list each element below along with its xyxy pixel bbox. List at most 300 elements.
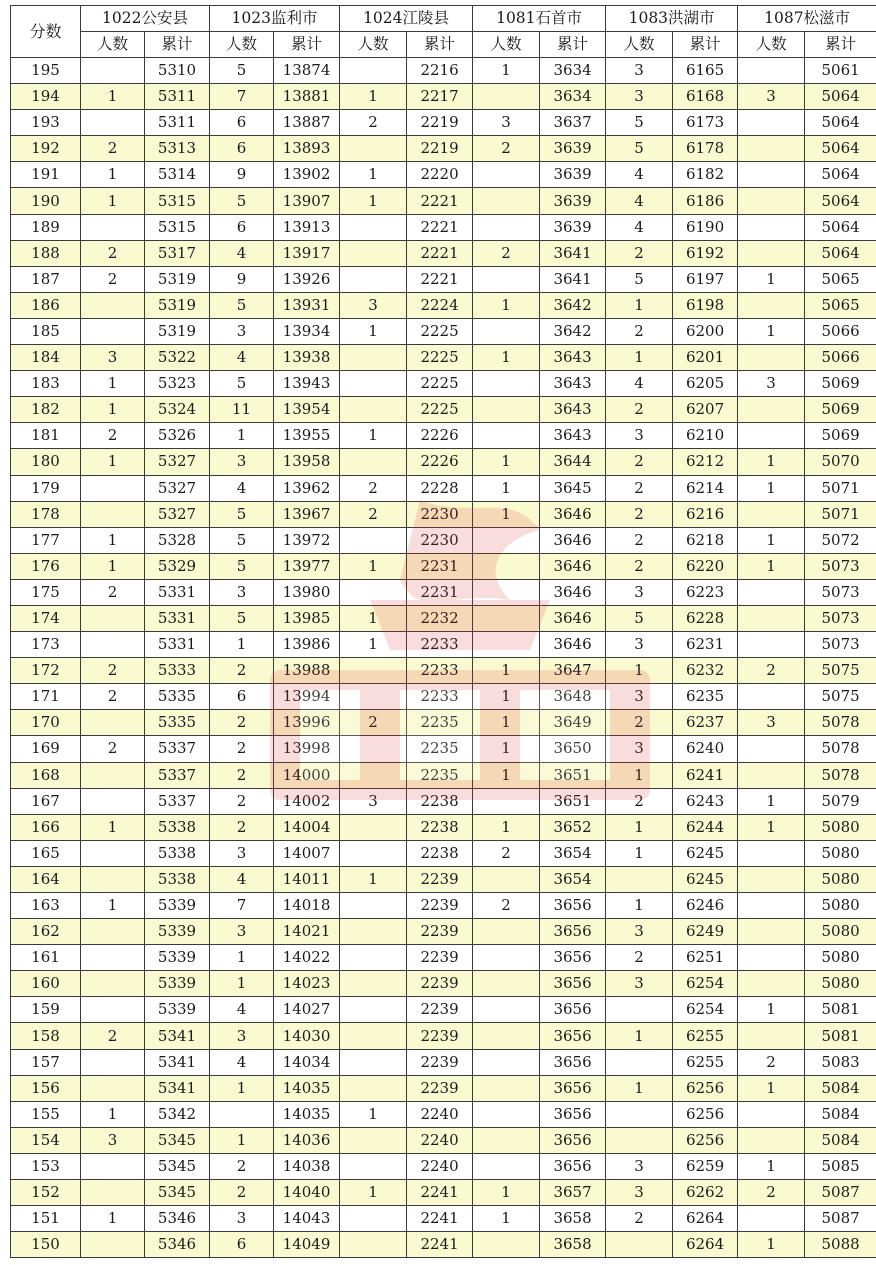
table-row	[11, 527, 876, 553]
count-cell: 1	[738, 814, 805, 840]
count-cell	[473, 1075, 540, 1101]
score-cell: 195	[11, 58, 81, 84]
cumulative-cell: 3648	[540, 684, 606, 710]
count-cell	[738, 110, 805, 136]
cumulative-cell: 5310	[145, 58, 210, 84]
cumulative-cell: 5066	[805, 345, 876, 371]
cumulative-cell: 6231	[673, 632, 738, 658]
count-cell: 2	[606, 397, 673, 423]
count-cell: 4	[210, 866, 274, 892]
cumulative-cell: 14011	[274, 866, 340, 892]
count-cell: 1	[473, 501, 540, 527]
cumulative-cell: 5084	[805, 1127, 876, 1153]
count-cell	[738, 893, 805, 919]
cumulative-cell: 2233	[407, 632, 473, 658]
score-cell: 193	[11, 110, 81, 136]
count-cell	[738, 423, 805, 449]
cumulative-cell: 3642	[540, 318, 606, 344]
cumulative-cell: 5087	[805, 1206, 876, 1232]
score-cell: 153	[11, 1153, 81, 1179]
cumulative-cell: 6223	[673, 579, 738, 605]
count-cell	[81, 318, 145, 344]
cumulative-cell: 2239	[407, 919, 473, 945]
cumulative-cell: 5341	[145, 1049, 210, 1075]
cumulative-cell: 13958	[274, 449, 340, 475]
score-cell: 187	[11, 266, 81, 292]
cumulative-cell: 5073	[805, 632, 876, 658]
cumulative-cell: 3651	[540, 762, 606, 788]
count-cell	[473, 527, 540, 553]
table-row	[11, 136, 876, 162]
cumulative-cell: 5080	[805, 893, 876, 919]
count-header: 人数	[340, 32, 407, 58]
count-cell: 6	[210, 110, 274, 136]
cumulative-cell: 5080	[805, 919, 876, 945]
cumulative-cell: 13926	[274, 266, 340, 292]
count-cell	[473, 1153, 540, 1179]
score-cell: 163	[11, 893, 81, 919]
count-cell: 1	[606, 893, 673, 919]
cumulative-cell: 3656	[540, 1023, 606, 1049]
count-cell	[340, 919, 407, 945]
cumulative-cell: 13954	[274, 397, 340, 423]
count-cell	[738, 58, 805, 84]
table-row	[11, 84, 876, 110]
count-cell: 3	[81, 345, 145, 371]
cumulative-cell: 13917	[274, 240, 340, 266]
cumulative-cell: 5339	[145, 971, 210, 997]
cumulative-cell: 2241	[407, 1206, 473, 1232]
cumulative-cell: 2240	[407, 1101, 473, 1127]
score-cell: 194	[11, 84, 81, 110]
cumulative-cell: 6201	[673, 345, 738, 371]
count-cell: 3	[210, 318, 274, 344]
cumulative-cell: 6218	[673, 527, 738, 553]
count-cell: 2	[473, 136, 540, 162]
score-cell: 174	[11, 605, 81, 631]
cumulative-cell: 6264	[673, 1232, 738, 1258]
count-cell	[606, 1101, 673, 1127]
count-cell: 3	[81, 1127, 145, 1153]
cumulative-cell: 5327	[145, 475, 210, 501]
district-header: 1083洪湖市	[606, 6, 738, 32]
count-cell: 1	[738, 475, 805, 501]
cumulative-cell: 5339	[145, 893, 210, 919]
cumulative-cell: 2233	[407, 684, 473, 710]
cumulative-cell: 5331	[145, 632, 210, 658]
score-cell: 184	[11, 345, 81, 371]
count-cell: 3	[606, 632, 673, 658]
count-cell	[210, 1101, 274, 1127]
cumulative-cell: 6235	[673, 684, 738, 710]
cumulative-cell: 5322	[145, 345, 210, 371]
count-cell	[81, 971, 145, 997]
count-cell	[473, 632, 540, 658]
cumulative-cell: 5066	[805, 318, 876, 344]
cumulative-cell: 6254	[673, 997, 738, 1023]
cumulative-cell: 5071	[805, 475, 876, 501]
count-cell	[738, 919, 805, 945]
count-cell: 3	[738, 84, 805, 110]
count-cell: 4	[210, 240, 274, 266]
cumulative-cell: 2226	[407, 449, 473, 475]
cumulative-cell: 13874	[274, 58, 340, 84]
cumulative-cell: 2239	[407, 997, 473, 1023]
table-row	[11, 423, 876, 449]
cumulative-cell: 13907	[274, 188, 340, 214]
count-cell: 5	[606, 110, 673, 136]
cumulative-cell: 14004	[274, 814, 340, 840]
count-cell: 1	[606, 292, 673, 318]
table-row	[11, 214, 876, 240]
count-cell	[340, 136, 407, 162]
cumulative-cell: 2232	[407, 605, 473, 631]
count-cell	[738, 762, 805, 788]
score-cell: 169	[11, 736, 81, 762]
cumulative-cell: 3646	[540, 632, 606, 658]
table-row	[11, 579, 876, 605]
cumulative-header: 累计	[145, 32, 210, 58]
cumulative-cell: 14002	[274, 788, 340, 814]
cumulative-cell: 13934	[274, 318, 340, 344]
cumulative-header: 累计	[805, 32, 876, 58]
cumulative-cell: 2231	[407, 579, 473, 605]
count-cell	[340, 1206, 407, 1232]
cumulative-cell: 2224	[407, 292, 473, 318]
cumulative-cell: 6232	[673, 658, 738, 684]
cumulative-cell: 5078	[805, 710, 876, 736]
score-cell: 166	[11, 814, 81, 840]
count-cell: 3	[606, 1153, 673, 1179]
count-cell: 1	[340, 318, 407, 344]
count-cell	[340, 1049, 407, 1075]
cumulative-cell: 13955	[274, 423, 340, 449]
cumulative-cell: 3656	[540, 1153, 606, 1179]
count-cell	[81, 866, 145, 892]
cumulative-cell: 2219	[407, 110, 473, 136]
count-cell	[340, 371, 407, 397]
cumulative-cell: 5075	[805, 658, 876, 684]
cumulative-cell: 2239	[407, 866, 473, 892]
table-row	[11, 475, 876, 501]
score-table-container	[10, 5, 866, 1258]
count-cell	[473, 371, 540, 397]
cumulative-cell: 5338	[145, 840, 210, 866]
cumulative-cell: 2241	[407, 1180, 473, 1206]
count-cell: 1	[606, 1075, 673, 1101]
count-cell	[473, 788, 540, 814]
count-cell: 1	[606, 1023, 673, 1049]
cumulative-cell: 5311	[145, 110, 210, 136]
count-cell	[340, 658, 407, 684]
cumulative-cell: 6228	[673, 605, 738, 631]
count-cell: 3	[738, 710, 805, 736]
count-cell	[81, 762, 145, 788]
count-cell: 5	[210, 527, 274, 553]
cumulative-cell: 3643	[540, 371, 606, 397]
count-cell	[340, 397, 407, 423]
count-cell	[473, 162, 540, 188]
cumulative-cell: 3652	[540, 814, 606, 840]
count-cell: 6	[210, 214, 274, 240]
count-cell: 5	[210, 501, 274, 527]
cumulative-cell: 6212	[673, 449, 738, 475]
count-cell: 5	[210, 188, 274, 214]
count-cell	[738, 579, 805, 605]
cumulative-cell: 5088	[805, 1232, 876, 1258]
cumulative-cell: 3650	[540, 736, 606, 762]
count-cell: 2	[606, 710, 673, 736]
count-cell: 4	[606, 214, 673, 240]
count-cell	[473, 1049, 540, 1075]
count-cell	[340, 997, 407, 1023]
cumulative-cell: 2231	[407, 553, 473, 579]
count-cell	[473, 397, 540, 423]
count-cell: 1	[738, 318, 805, 344]
cumulative-cell: 5346	[145, 1206, 210, 1232]
count-cell: 2	[81, 423, 145, 449]
cumulative-cell: 5319	[145, 318, 210, 344]
count-cell: 1	[738, 449, 805, 475]
cumulative-cell: 5337	[145, 762, 210, 788]
cumulative-cell: 5085	[805, 1153, 876, 1179]
cumulative-cell: 14007	[274, 840, 340, 866]
count-cell	[340, 449, 407, 475]
cumulative-cell: 5339	[145, 997, 210, 1023]
cumulative-cell: 6192	[673, 240, 738, 266]
cumulative-cell: 2239	[407, 1075, 473, 1101]
cumulative-cell: 5080	[805, 840, 876, 866]
cumulative-cell: 3647	[540, 658, 606, 684]
cumulative-cell: 5064	[805, 162, 876, 188]
count-cell: 1	[340, 605, 407, 631]
count-cell	[340, 1127, 407, 1153]
cumulative-header: 累计	[407, 32, 473, 58]
cumulative-cell: 3656	[540, 1101, 606, 1127]
count-cell: 4	[606, 162, 673, 188]
count-cell: 2	[81, 579, 145, 605]
cumulative-cell: 6178	[673, 136, 738, 162]
cumulative-cell: 5341	[145, 1023, 210, 1049]
cumulative-cell: 14000	[274, 762, 340, 788]
count-cell	[81, 475, 145, 501]
cumulative-cell: 6173	[673, 110, 738, 136]
count-cell	[340, 684, 407, 710]
count-cell: 2	[210, 1153, 274, 1179]
cumulative-cell: 3646	[540, 501, 606, 527]
count-cell: 2	[606, 553, 673, 579]
count-cell: 9	[210, 162, 274, 188]
count-cell	[473, 1101, 540, 1127]
count-cell	[340, 1075, 407, 1101]
count-cell: 1	[340, 553, 407, 579]
cumulative-cell: 3645	[540, 475, 606, 501]
cumulative-cell: 2219	[407, 136, 473, 162]
cumulative-cell: 5345	[145, 1153, 210, 1179]
cumulative-cell: 2217	[407, 84, 473, 110]
cumulative-cell: 2221	[407, 188, 473, 214]
count-cell	[81, 292, 145, 318]
count-cell: 2	[606, 240, 673, 266]
cumulative-cell: 2225	[407, 371, 473, 397]
count-cell: 4	[606, 371, 673, 397]
cumulative-cell: 5315	[145, 188, 210, 214]
score-cell: 176	[11, 553, 81, 579]
score-cell: 161	[11, 945, 81, 971]
cumulative-cell: 5064	[805, 214, 876, 240]
count-cell: 3	[340, 788, 407, 814]
cumulative-cell: 5342	[145, 1101, 210, 1127]
table-row	[11, 997, 876, 1023]
table-row	[11, 318, 876, 344]
count-cell: 1	[473, 658, 540, 684]
count-cell	[81, 1232, 145, 1258]
count-cell	[81, 632, 145, 658]
count-cell: 1	[473, 684, 540, 710]
cumulative-cell: 5317	[145, 240, 210, 266]
cumulative-cell: 5078	[805, 736, 876, 762]
cumulative-cell: 5333	[145, 658, 210, 684]
cumulative-cell: 14034	[274, 1049, 340, 1075]
count-cell	[340, 1023, 407, 1049]
score-cell: 171	[11, 684, 81, 710]
score-cell: 189	[11, 214, 81, 240]
cumulative-cell: 5319	[145, 266, 210, 292]
table-row	[11, 371, 876, 397]
count-cell	[340, 762, 407, 788]
count-cell	[81, 710, 145, 736]
count-cell	[340, 527, 407, 553]
cumulative-cell: 5064	[805, 110, 876, 136]
count-cell: 1	[473, 1180, 540, 1206]
count-cell	[340, 971, 407, 997]
cumulative-cell: 6262	[673, 1180, 738, 1206]
count-cell	[473, 997, 540, 1023]
count-cell	[81, 214, 145, 240]
count-cell	[81, 1180, 145, 1206]
cumulative-header: 累计	[540, 32, 606, 58]
score-cell: 159	[11, 997, 81, 1023]
cumulative-cell: 3643	[540, 345, 606, 371]
table-row	[11, 1049, 876, 1075]
cumulative-cell: 3656	[540, 919, 606, 945]
cumulative-cell: 5065	[805, 266, 876, 292]
score-cell: 180	[11, 449, 81, 475]
count-cell	[473, 318, 540, 344]
cumulative-cell: 2238	[407, 840, 473, 866]
score-cell: 185	[11, 318, 81, 344]
cumulative-cell: 13977	[274, 553, 340, 579]
table-row	[11, 1153, 876, 1179]
count-cell: 2	[606, 475, 673, 501]
count-cell: 7	[210, 84, 274, 110]
cumulative-cell: 14040	[274, 1180, 340, 1206]
cumulative-cell: 5345	[145, 1127, 210, 1153]
count-cell: 2	[606, 945, 673, 971]
count-cell: 2	[210, 1180, 274, 1206]
count-cell	[738, 136, 805, 162]
cumulative-cell: 6240	[673, 736, 738, 762]
cumulative-cell: 3656	[540, 893, 606, 919]
cumulative-cell: 2240	[407, 1153, 473, 1179]
cumulative-cell: 5084	[805, 1101, 876, 1127]
count-cell	[473, 423, 540, 449]
table-row	[11, 449, 876, 475]
table-row	[11, 736, 876, 762]
count-cell	[738, 1206, 805, 1232]
count-cell: 1	[473, 475, 540, 501]
cumulative-cell: 3646	[540, 527, 606, 553]
count-cell: 2	[738, 658, 805, 684]
table-row	[11, 919, 876, 945]
table-row	[11, 710, 876, 736]
count-cell: 3	[606, 919, 673, 945]
cumulative-cell: 5072	[805, 527, 876, 553]
cumulative-cell: 2235	[407, 710, 473, 736]
count-cell	[340, 58, 407, 84]
cumulative-cell: 2225	[407, 318, 473, 344]
cumulative-cell: 5338	[145, 814, 210, 840]
cumulative-cell: 2230	[407, 501, 473, 527]
cumulative-cell: 6207	[673, 397, 738, 423]
cumulative-cell: 5080	[805, 971, 876, 997]
cumulative-cell: 14043	[274, 1206, 340, 1232]
count-cell	[606, 1232, 673, 1258]
table-row	[11, 788, 876, 814]
cumulative-cell: 5075	[805, 684, 876, 710]
count-cell: 3	[210, 1023, 274, 1049]
cumulative-header: 累计	[673, 32, 738, 58]
table-row	[11, 1075, 876, 1101]
count-cell: 1	[81, 893, 145, 919]
count-cell: 5	[210, 292, 274, 318]
count-cell	[473, 266, 540, 292]
count-cell	[738, 1101, 805, 1127]
cumulative-cell: 5073	[805, 605, 876, 631]
cumulative-cell: 5346	[145, 1232, 210, 1258]
count-cell: 6	[210, 1232, 274, 1258]
score-cell: 182	[11, 397, 81, 423]
count-cell	[81, 840, 145, 866]
score-cell: 173	[11, 632, 81, 658]
count-cell	[81, 919, 145, 945]
cumulative-cell: 6249	[673, 919, 738, 945]
table-row	[11, 110, 876, 136]
score-cell: 172	[11, 658, 81, 684]
cumulative-cell: 13980	[274, 579, 340, 605]
table-row	[11, 945, 876, 971]
score-cell: 150	[11, 1232, 81, 1258]
cumulative-cell: 6255	[673, 1023, 738, 1049]
cumulative-cell: 14035	[274, 1075, 340, 1101]
cumulative-cell: 14036	[274, 1127, 340, 1153]
count-cell: 1	[606, 840, 673, 866]
cumulative-cell: 2239	[407, 1023, 473, 1049]
cumulative-cell: 14023	[274, 971, 340, 997]
count-cell: 5	[606, 136, 673, 162]
count-cell	[340, 1232, 407, 1258]
cumulative-cell: 14022	[274, 945, 340, 971]
table-row	[11, 240, 876, 266]
count-cell	[81, 110, 145, 136]
cumulative-cell: 3656	[540, 997, 606, 1023]
count-cell	[473, 1232, 540, 1258]
cumulative-cell: 5084	[805, 1075, 876, 1101]
count-cell: 1	[738, 1153, 805, 1179]
count-cell: 1	[473, 1206, 540, 1232]
cumulative-cell: 6264	[673, 1206, 738, 1232]
count-cell	[738, 188, 805, 214]
